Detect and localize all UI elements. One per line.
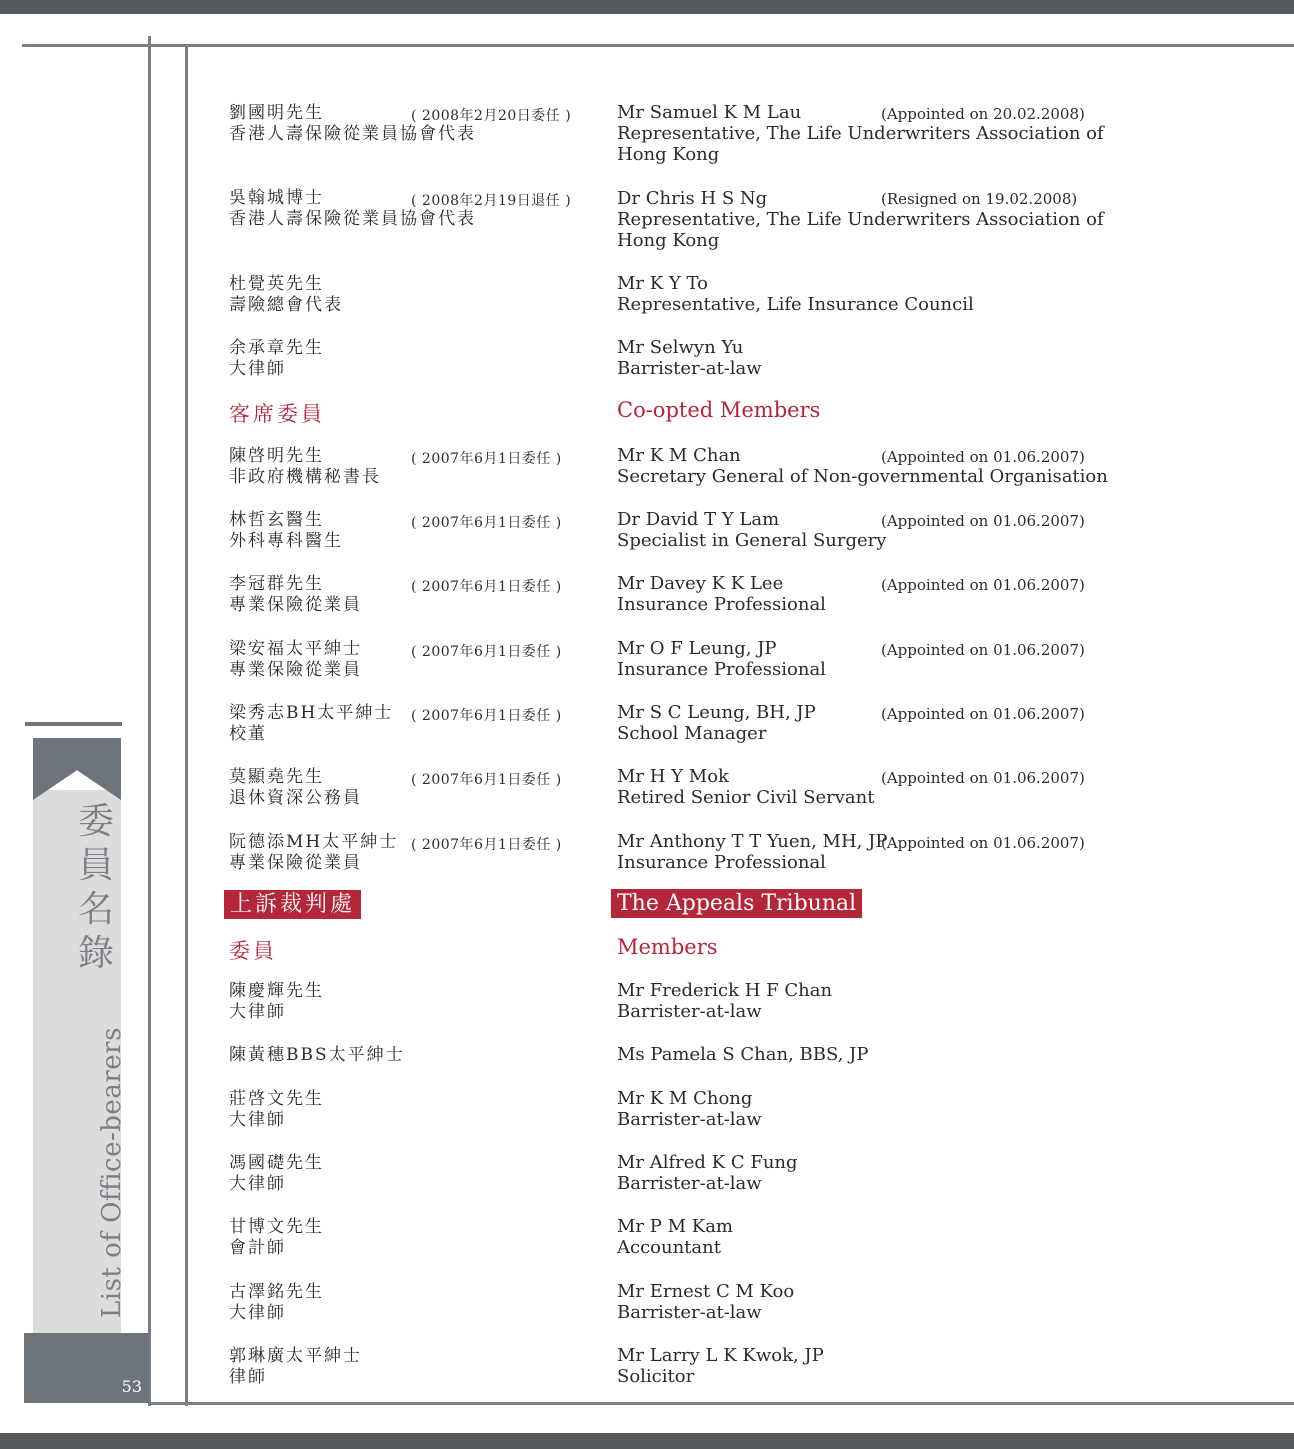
en-note: (Resigned on 19.02.2008) <box>881 190 1078 208</box>
section-heading-members-en: Members <box>617 935 718 959</box>
section-banner-appeals-zh: 上訴裁判處 <box>224 890 361 919</box>
en-name: Mr Frederick H F Chan <box>617 980 833 1001</box>
zh-role: 大律師 <box>229 1002 286 1022</box>
zh-note: ( 2007年6月1日委任 ) <box>411 644 562 660</box>
zh-role: 律師 <box>229 1367 267 1387</box>
en-role: Accountant <box>617 1237 721 1258</box>
en-role: Insurance Professional <box>617 659 826 680</box>
zh-role: 非政府機構秘書長 <box>229 467 381 487</box>
entry-zh <box>229 1089 589 1131</box>
en-role: Retired Senior Civil Servant <box>617 787 875 808</box>
zh-note: ( 2007年6月1日委任 ) <box>411 708 562 724</box>
en-note: (Appointed on 01.06.2007) <box>881 705 1085 723</box>
top-border <box>0 0 1294 14</box>
zh-role: 校董 <box>229 724 267 744</box>
entry-zh <box>229 338 589 380</box>
zh-note: ( 2007年6月1日委任 ) <box>411 515 562 531</box>
en-note: (Appointed on 01.06.2007) <box>881 769 1085 787</box>
zh-note: ( 2007年6月1日委任 ) <box>411 579 562 595</box>
bottom-rule <box>150 1402 1294 1405</box>
entry-en <box>617 980 1117 1022</box>
zh-role: 會計師 <box>229 1238 286 1258</box>
en-role: Representative, Life Insurance Council <box>617 294 974 315</box>
bottom-border <box>0 1433 1294 1449</box>
entry-zh <box>229 1217 589 1259</box>
entry-zh <box>229 1282 589 1324</box>
zh-name: 甘博文先生 <box>229 1217 324 1237</box>
en-role: Secretary General of Non-governmental Organisation <box>617 466 1108 487</box>
zh-role: 專業保險從業員 <box>229 595 362 615</box>
zh-note: ( 2008年2月20日委任 ) <box>411 108 572 124</box>
zh-name: 梁安福太平紳士 <box>229 639 362 659</box>
entry-en <box>617 1152 1117 1194</box>
zh-name: 阮德添MH太平紳士 <box>229 832 399 852</box>
zh-role: 專業保險從業員 <box>229 660 362 680</box>
en-role: Insurance Professional <box>617 852 826 873</box>
section-heading-coopted-en: Co-opted Members <box>617 398 821 422</box>
zh-name: 莫顯堯先生 <box>229 767 324 787</box>
entry-en <box>617 1216 1117 1258</box>
entry-en <box>617 1345 1117 1387</box>
en-name: Mr K M Chong <box>617 1088 753 1109</box>
en-note: (Appointed on 01.06.2007) <box>881 512 1085 530</box>
en-name: Mr Larry L K Kwok, JP <box>617 1345 824 1366</box>
en-role: Specialist in General Surgery <box>617 530 887 551</box>
entry-en <box>617 337 1117 379</box>
en-role: Barrister-at-law <box>617 358 762 379</box>
zh-name: 吳翰城博士 <box>229 188 324 208</box>
margin-rule-inner <box>185 46 188 1406</box>
en-name: Mr O F Leung, JP <box>617 638 777 659</box>
en-name: Mr K M Chan <box>617 445 741 466</box>
entry-en <box>617 273 1117 315</box>
en-note: (Appointed on 01.06.2007) <box>881 641 1085 659</box>
zh-name: 劉國明先生 <box>229 103 324 123</box>
en-role: Barrister-at-law <box>617 1109 762 1130</box>
en-note: (Appointed on 01.06.2007) <box>881 576 1085 594</box>
entry-en <box>617 1088 1117 1130</box>
en-name: Mr P M Kam <box>617 1216 733 1237</box>
entry-en <box>617 1044 1117 1065</box>
sidebar-tab-rule <box>25 722 122 726</box>
zh-role: 大律師 <box>229 1110 286 1130</box>
zh-name: 杜覺英先生 <box>229 274 324 294</box>
zh-role: 外科專科醫生 <box>229 531 343 551</box>
en-name: Ms Pamela S Chan, BBS, JP <box>617 1044 869 1065</box>
en-name: Mr S C Leung, BH, JP <box>617 702 816 723</box>
zh-role: 專業保險從業員 <box>229 853 362 873</box>
zh-name: 梁秀志BH太平紳士 <box>229 703 394 723</box>
sidebar-title-zh: 委員名錄 <box>77 801 114 974</box>
sidebar-title-en: List of Office-bearers <box>97 1027 127 1318</box>
zh-role: 大律師 <box>229 359 286 379</box>
section-banner-appeals-en: The Appeals Tribunal <box>611 889 862 918</box>
zh-name: 余承章先生 <box>229 338 324 358</box>
margin-rule-outer <box>148 36 151 1406</box>
en-role: School Manager <box>617 723 767 744</box>
entry-zh <box>229 981 589 1023</box>
zh-note: ( 2007年6月1日委任 ) <box>411 451 562 467</box>
en-name: Mr K Y To <box>617 273 708 294</box>
en-role: Representative, The Life Underwriters Association of Hong Kong <box>617 209 1104 251</box>
zh-name: 陳黃穗BBS太平紳士 <box>229 1045 405 1065</box>
en-note: (Appointed on 20.02.2008) <box>881 105 1085 123</box>
en-role: Representative, The Life Underwriters Association of Hong Kong <box>617 123 1104 165</box>
zh-role: 大律師 <box>229 1303 286 1323</box>
section-heading-coopted-zh: 客席委員 <box>229 402 325 426</box>
zh-note: ( 2007年6月1日委任 ) <box>411 837 562 853</box>
en-role: Solicitor <box>617 1366 695 1387</box>
zh-name: 陳慶輝先生 <box>229 981 324 1001</box>
zh-note: ( 2007年6月1日委任 ) <box>411 772 562 788</box>
en-name: Mr Alfred K C Fung <box>617 1152 798 1173</box>
zh-name: 馮國礎先生 <box>229 1153 324 1173</box>
en-name: Mr Anthony T T Yuen, MH, JP <box>617 831 888 852</box>
en-name: Dr Chris H S Ng <box>617 188 768 209</box>
entry-zh <box>229 1346 589 1388</box>
page-number: 53 <box>121 1377 142 1396</box>
en-name: Mr Selwyn Yu <box>617 337 744 358</box>
zh-role: 香港人壽保險從業員協會代表 <box>229 209 476 229</box>
zh-role: 退休資深公務員 <box>229 788 362 808</box>
zh-role: 香港人壽保險從業員協會代表 <box>229 124 476 144</box>
section-heading-members-zh: 委員 <box>229 939 277 963</box>
zh-role: 壽險總會代表 <box>229 295 343 315</box>
zh-name: 古澤銘先生 <box>229 1282 324 1302</box>
zh-note: ( 2008年2月19日退任 ) <box>411 193 572 209</box>
zh-role: 大律師 <box>229 1174 286 1194</box>
en-role: Barrister-at-law <box>617 1173 762 1194</box>
entry-zh <box>229 1045 589 1066</box>
zh-name: 林哲玄醫生 <box>229 510 324 530</box>
en-role: Barrister-at-law <box>617 1302 762 1323</box>
en-note: (Appointed on 01.06.2007) <box>881 448 1085 466</box>
entry-zh <box>229 274 589 316</box>
zh-name: 李冠群先生 <box>229 574 324 594</box>
en-role: Insurance Professional <box>617 594 826 615</box>
zh-name: 郭琳廣太平紳士 <box>229 1346 362 1366</box>
zh-name: 陳啓明先生 <box>229 446 324 466</box>
en-name: Dr David T Y Lam <box>617 509 780 530</box>
en-note: (Appointed on 01.06.2007) <box>881 834 1085 852</box>
entry-en <box>617 1281 1117 1323</box>
zh-name: 莊啓文先生 <box>229 1089 324 1109</box>
en-name: Mr Davey K K Lee <box>617 573 784 594</box>
en-role: Barrister-at-law <box>617 1001 762 1022</box>
entry-zh <box>229 1153 589 1195</box>
en-name: Mr H Y Mok <box>617 766 729 787</box>
top-rule <box>22 44 1294 47</box>
en-name: Mr Samuel K M Lau <box>617 102 802 123</box>
en-name: Mr Ernest C M Koo <box>617 1281 795 1302</box>
